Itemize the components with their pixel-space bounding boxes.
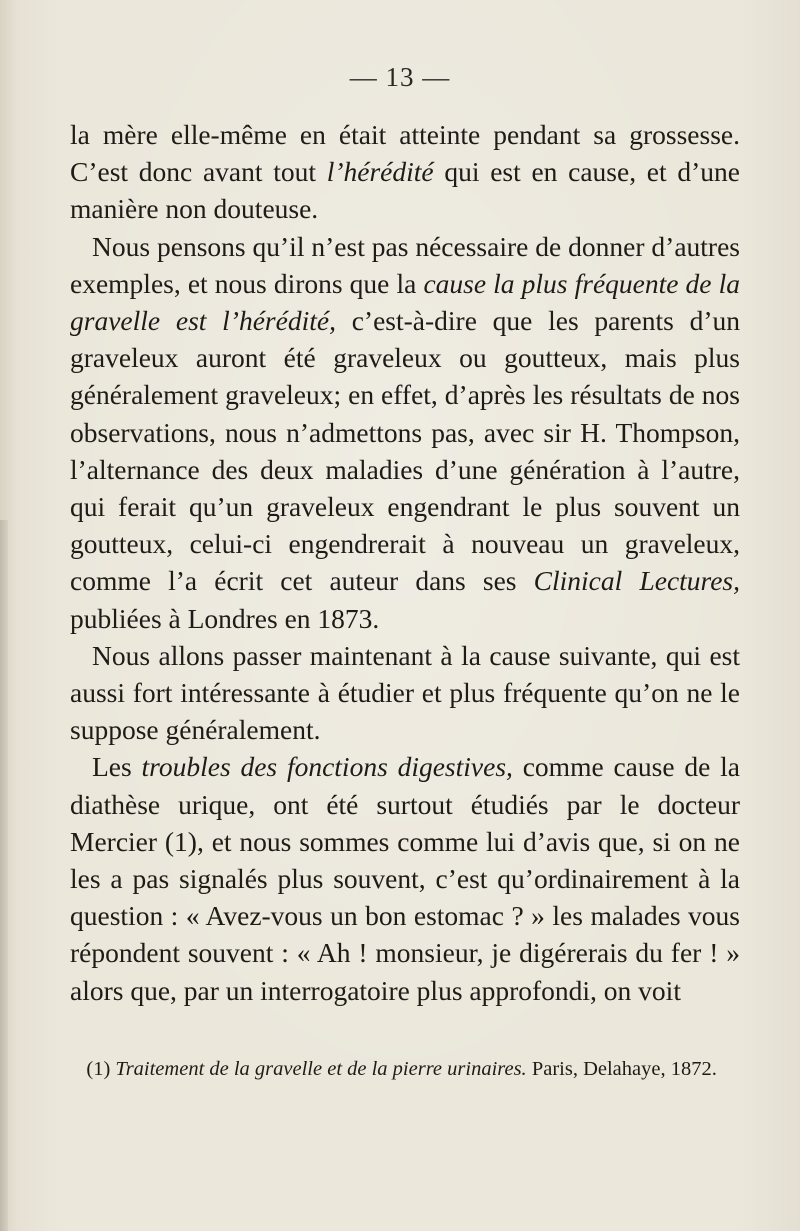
italic-term-heredite: l’hérédité [326,156,434,188]
text-run: qui est en cause, et d’une manière non douteuse. [70,156,740,225]
footnote-marker: (1) [86,1058,116,1080]
text-run: c’est-à-dire que les parents d’un graveleux auront été graveleux ou goutteux, mais plus généralement graveleux; en effet, d’après les résultats de nos observations, nous n’admettons pas, avec sir H. Thompson, l’alternance des deux maladies d’une génération à l’autre, qui ferait qu’un graveleux engendrant le plus souvent un goutteux, celui-ci engendrerait à nouveau un graveleux, comme l’a écrit cet auteur dans ses [70,305,741,597]
main-text-block [70,116,740,1009]
page-number-header: — 13 — [349,62,451,92]
text-run: la mère elle-même en était atteinte pendant sa grossesse. C’est donc avant tout [70,119,740,188]
paragraph-digestive-troubles [70,748,740,1008]
footnote-publisher: Paris, Delahaye, 1872. [526,1058,717,1080]
italic-emphasis-cause: cause la plus fréquente de la gravelle est l’hérédité, [70,267,741,337]
page-binding-shadow [0,520,8,1231]
text-run: Nous pensons qu’il n’est pas nécessaire de donner d’autres exemples, et nous dirons que la [70,230,740,299]
paragraph-continuation [70,116,740,228]
text-run: publiées à Londres en 1873. [70,602,380,634]
italic-term-troubles: troubles des fonctions digestives, [141,751,513,783]
text-run: comme cause de la diathèse urique, ont été surtout étudiés par le docteur Mercier (1), et nous sommes comme lui d’avis que, si on ne les a pas signalés plus souvent, c’est qu’ordinairement à la question : « Avez-vous un bon estomac ? » les malades vous répondent souvent : « Ah ! monsieur, je digérerais du fer ! » alors que, par un interrogatoire plus approfondi, on voit [70,751,740,1006]
footnote [70,1055,740,1084]
paragraph-heredity-cause [70,228,740,637]
footnote-italic-title: Traitement de la gravelle et de la pierre urinaires. [115,1058,527,1080]
footnote-text [70,1055,740,1084]
italic-title-clinical-lectures: Clinical Lectures, [533,565,740,597]
text-run: Les [92,751,142,783]
paragraph-next-cause: Nous allons passer maintenant à la cause suivante, qui est aussi fort intéressante à étudier et plus fréquente qu’on ne le suppose généralement. [70,639,740,746]
